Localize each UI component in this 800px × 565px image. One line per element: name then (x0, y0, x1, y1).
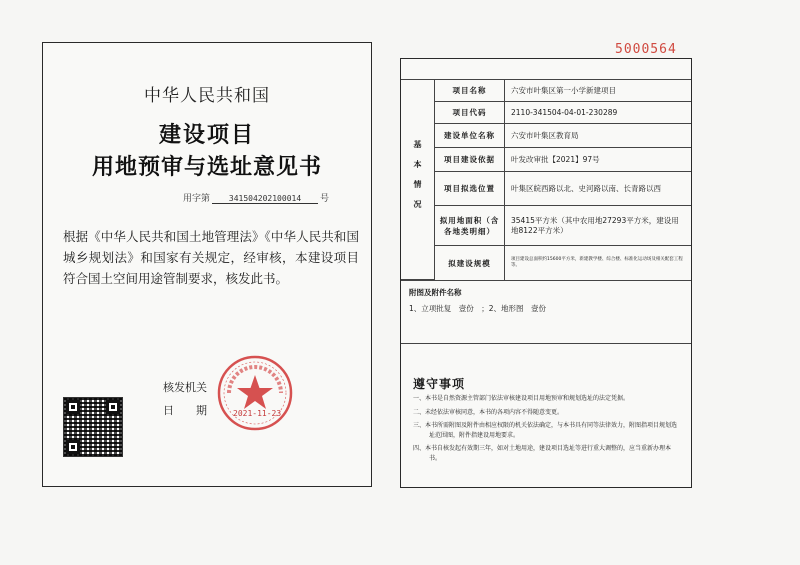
table-row (435, 205, 691, 245)
certificate-number-suffix: 号 (320, 194, 330, 204)
certificate-body-text: 根据《中华人民共和国土地管理法》《中华人民共和国城乡规划法》和国家有关规定，经审核，本建设项目符合国土空间用途管制要求，核发此书。 (63, 229, 359, 286)
seal-date: 2021-11-23 (233, 409, 282, 418)
certificate-number-value: 341504202100014 (212, 194, 318, 204)
country-name: 中华人民共和国 (144, 86, 270, 106)
row-value: 项目建设总面积约15600平方米，新建教学楼、综合楼、标准化运动场及相关配套工程等。 (511, 257, 683, 268)
row-key: 项目建设依据 (435, 148, 505, 171)
row-value: 2110-341504-04-01-230289 (511, 107, 618, 117)
official-seal-icon (215, 353, 295, 433)
certificate-title-line1: 建设项目 (158, 123, 255, 148)
rules-title: 遵守事项 (413, 377, 466, 391)
annex-section (401, 280, 691, 344)
table-row (435, 123, 691, 147)
qr-code-icon (63, 397, 123, 457)
basic-info-side-label: 基本情况 (401, 79, 435, 280)
serial-number: 5000564 (615, 42, 677, 57)
table-row (435, 245, 691, 280)
table-row (435, 147, 691, 171)
list-item: 二、未经依法审核同意，本书的各项内容不得随意变更。 (413, 408, 564, 416)
annex-title: 附图及附件名称 (409, 288, 462, 297)
table-row (435, 171, 691, 205)
table-row (435, 79, 691, 101)
list-item: 一、本书是自然资源主管部门依法审核建设项目用地预审和规划选址的法定凭据。 (413, 395, 630, 402)
row-key: 项目名称 (435, 80, 505, 101)
list-item: 三、本书所需附图及附件由相应权限的机关依法确定，与本书具有同等法律效力，附图指项目规划选址范围图，附件指建设用地要求。 (413, 422, 678, 439)
list-item: 四、本书自核发起有效期三年，如对土地用途，建设项目选址等进行重大调整的，应当重新办理本书。 (413, 445, 672, 462)
row-key: 拟建设规模 (435, 246, 505, 280)
certificate-title-line2: 用地预审与选址意见书 (91, 155, 322, 180)
row-value: 叶发改审批【2021】97号 (511, 154, 600, 164)
row-value: 叶集区皖西路以北、史河路以南、长青路以西 (511, 183, 661, 193)
row-key: 项目代码 (435, 102, 505, 123)
date-label: 日期 (163, 404, 229, 417)
certificate-number-prefix: 用字第 (183, 194, 211, 204)
certificate-details (400, 58, 692, 488)
row-key: 建设单位名称 (435, 124, 505, 147)
certificate-cover (42, 42, 372, 487)
rules-list (413, 394, 681, 467)
issuer-label: 核发机关 (163, 381, 207, 394)
row-value: 35415平方米（其中农用地27293平方米，建设用地8122平方米） (511, 215, 679, 235)
row-value: 六安市叶集区第一小学新建项目 (511, 85, 616, 95)
table-row (435, 101, 691, 123)
row-value: 六安市叶集区教育局 (511, 130, 579, 140)
row-key: 拟用地面积（含各地类明细） (435, 206, 505, 245)
annex-content: 1、立项批复 壹份 ；2、地形图 壹份 (409, 304, 547, 313)
row-key: 项目拟选位置 (435, 172, 505, 205)
certificate-number (183, 191, 329, 204)
